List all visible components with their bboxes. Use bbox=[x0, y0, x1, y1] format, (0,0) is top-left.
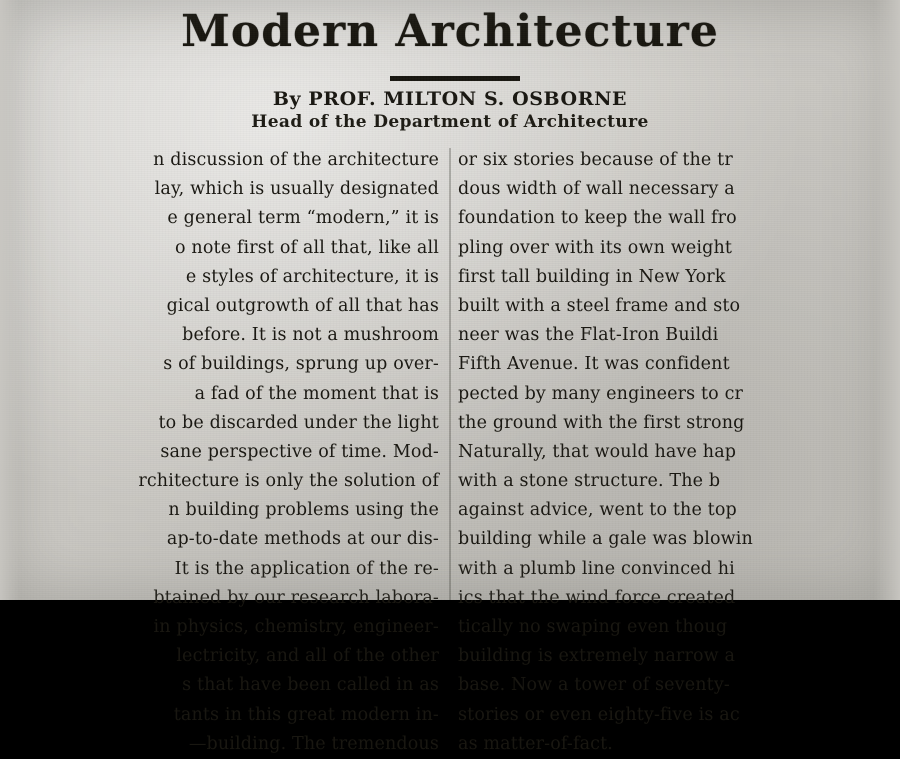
text-line: btained by our research labora- bbox=[153, 587, 439, 608]
text-line: building is extremely narrow a bbox=[458, 646, 736, 667]
text-line: base. Now a tower of seventy- bbox=[458, 675, 730, 696]
text-line: first tall building in New York bbox=[458, 266, 726, 287]
text-line: s that have been called in as bbox=[182, 675, 439, 696]
text-line: lay, which is usually designated bbox=[154, 179, 439, 200]
text-line: against advice, went to the top bbox=[458, 500, 737, 521]
text-line: gical outgrowth of all that has bbox=[166, 295, 439, 316]
text-line: n discussion of the architecture bbox=[153, 150, 439, 170]
text-line: a fad of the moment that is bbox=[194, 383, 439, 404]
text-line: —building. The tremendous bbox=[188, 733, 439, 754]
text-line: neer was the Flat-Iron Buildi bbox=[458, 325, 719, 346]
text-line: n building problems using the bbox=[168, 500, 439, 521]
text-line: or six stories because of the tr bbox=[458, 150, 733, 170]
article-body bbox=[0, 146, 900, 754]
title-divider bbox=[390, 76, 520, 81]
page-title: Modern Architecture bbox=[181, 6, 719, 57]
text-line: built with a steel frame and sto bbox=[458, 295, 741, 316]
text-line: e styles of architecture, it is bbox=[185, 266, 439, 287]
text-line: as matter-of-fact. bbox=[458, 733, 614, 754]
text-line: to be discarded under the light bbox=[158, 412, 439, 433]
text-line: stories or even eighty-five is ac bbox=[458, 704, 740, 725]
text-line: ics that the wind force created bbox=[458, 587, 736, 608]
text-line: pling over with its own weight bbox=[458, 237, 733, 258]
text-line: sane perspective of time. Mod- bbox=[160, 441, 439, 462]
text-line: o note first of all that, like all bbox=[175, 237, 439, 258]
text-line: dous width of wall necessary a bbox=[458, 179, 735, 200]
text-line: building while a gale was blowin bbox=[458, 529, 753, 550]
column-left bbox=[0, 146, 447, 759]
author-affiliation: Head of the Department of Architecture bbox=[251, 112, 649, 132]
text-line: before. It is not a mushroom bbox=[182, 325, 439, 346]
text-line: ap-to-date methods at our dis- bbox=[166, 529, 439, 550]
text-line: foundation to keep the wall fro bbox=[458, 208, 737, 229]
text-line: s of buildings, sprung up over- bbox=[163, 354, 439, 375]
text-line: It is the application of the re- bbox=[174, 558, 439, 579]
text-line: Fifth Avenue. It was confident bbox=[458, 354, 730, 375]
text-line: with a plumb line convinced hi bbox=[458, 558, 735, 579]
text-line: rchitecture is only the solution of bbox=[138, 471, 439, 492]
text-line: in physics, chemistry, engineer- bbox=[153, 617, 439, 637]
text-line: e general term “modern,” it is bbox=[167, 208, 439, 229]
text-line: Naturally, that would have hap bbox=[458, 441, 737, 462]
text-line: tants in this great modern in- bbox=[173, 704, 439, 725]
column-right bbox=[455, 146, 900, 759]
byline: By PROF. MILTON S. OSBORNE bbox=[272, 88, 628, 110]
text-line: with a stone structure. The b bbox=[458, 471, 721, 492]
text-line: lectricity, and all of the other bbox=[176, 646, 439, 667]
text-line: pected by many engineers to cr bbox=[458, 383, 744, 404]
text-line: the ground with the first strong bbox=[458, 412, 745, 433]
text-line: tically no swaping even thoug bbox=[458, 617, 728, 637]
